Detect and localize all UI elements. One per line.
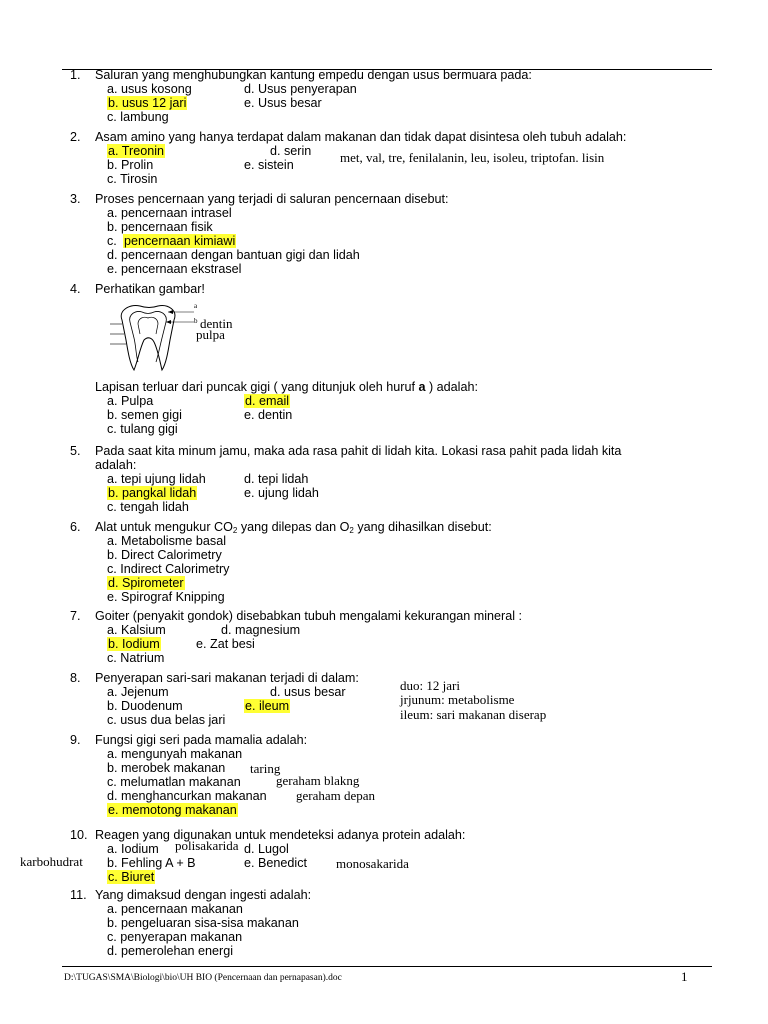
q10-note-polisakarida: polisakarida [175,838,239,853]
q6-text-mid: yang dilepas dan O [237,520,350,534]
q8-note-jejunum: jrjunum: metabolisme [400,692,515,707]
q11-option-b: b. pengeluaran sisa-sisa makanan [107,916,299,930]
q8-option-e-highlighted: e. ileum [245,699,290,713]
q5-number: 5. [70,444,81,458]
q5-option-d: d. tepi lidah [244,472,309,486]
q6-question [95,520,492,534]
tooth-label-a: a [194,302,198,310]
q8-note-duo: duo: 12 jari [400,678,460,693]
q9-option-e-highlighted: e. memotong makanan [108,803,237,817]
q7-option-c: c. Natrium [107,651,165,665]
q9-option-c: c. melumatlan makanan [107,775,241,789]
q1-question: Saluran yang menghubungkan kantung empedu dengan usus bermuara pada: [95,68,532,82]
q10-note-karbohudrat: karbohudrat [20,854,83,869]
q2-option-e: e. sistein [244,158,294,172]
q7-number: 7. [70,609,81,623]
q2-number: 2. [70,130,81,144]
q3-number: 3. [70,192,81,206]
tooth-diagram [108,300,198,375]
footer-rule [62,966,712,967]
q1-option-b-highlighted: b. usus 12 jari [108,96,187,110]
q5-question: Pada saat kita minum jamu, maka ada rasa pahit di lidah kita. Lokasi rasa pahit pada lidah kita [95,444,622,458]
q7-option-b-highlighted: b. Iodium [108,637,160,651]
q9-option-d: d. menghancurkan makanan [107,789,267,803]
q8-option-c: c. usus dua belas jari [107,713,226,727]
q4-stem [95,380,478,394]
q4-option-e: e. dentin [244,408,293,422]
q9-note-taring: taring [250,761,281,776]
q11-option-a: a. pencernaan makanan [107,902,243,916]
q9-option-a: a. mengunyah makanan [107,747,243,761]
q3-option-d: d. pencernaan dengan bantuan gigi dan lidah [107,248,360,262]
q1-number: 1. [70,68,81,82]
q1-option-d: d. Usus penyerapan [244,82,357,96]
q6-sub-o2: 2 [349,526,354,535]
q4-stem-bold: a [418,380,426,394]
q3-option-c-highlighted: pencernaan kimiawi [124,234,236,248]
q2-handwritten-note: met, val, tre, fenilalanin, leu, isoleu, triptofan. lisin [340,150,605,165]
q3-option-b: b. pencernaan fisik [107,220,213,234]
q5-question-line2: adalah: [95,458,137,472]
q9-note-geraham-blakng: geraham blakng [276,773,360,788]
q6-text-post: yang dihasilkan disebut: [353,520,492,534]
q5-option-e: e. ujung lidah [244,486,319,500]
q2-option-c: c. Tirosin [107,172,158,186]
q4-note-pulpa: pulpa [196,327,225,342]
q8-option-a: a. Jejenum [107,685,169,699]
q2-question: Asam amino yang hanya terdapat dalam makanan dan tidak dapat disintesa oleh tubuh adalah: [95,130,627,144]
q10-question: Reagen yang digunakan untuk mendeteksi adanya protein adalah: [95,828,466,842]
q4-question: Perhatikan gambar! [95,282,205,296]
q11-number: 11. [70,888,87,902]
q4-stem-post: ) adalah: [425,380,478,394]
q2-option-a-highlighted: a. Treonin [108,144,165,158]
q6-text-pre: Alat untuk mengukur CO [95,520,233,534]
q7-option-d: d. magnesium [221,623,301,637]
q9-number: 9. [70,733,81,747]
q1-option-c: c. lambung [107,110,169,124]
q5-option-a: a. tepi ujung lidah [107,472,206,486]
q6-number: 6. [70,520,81,534]
page-number: 1 [681,969,688,984]
q10-note-monosakarida: monosakarida [336,856,409,871]
q4-option-b: b. semen gigi [107,408,182,422]
q8-note-ileum: ileum: sari makanan diserap [400,707,547,722]
q5-option-b-highlighted: b. pangkal lidah [108,486,197,500]
q9-note-geraham-depan: geraham depan [296,788,376,803]
q6-option-a: a. Metabolisme basal [107,534,227,548]
q4-number: 4. [70,282,81,296]
q4-option-a: a. Pulpa [107,394,154,408]
q2-option-b: b. Prolin [107,158,154,172]
q3-question: Proses pencernaan yang terjadi di saluran pencernaan disebut: [95,192,449,206]
q1-option-e: e. Usus besar [244,96,322,110]
q6-option-d-highlighted: d. Spirometer [108,576,184,590]
q11-option-d: d. pemerolehan energi [107,944,234,958]
q7-option-e: e. Zat besi [196,637,255,651]
q8-option-d: d. usus besar [270,685,346,699]
q5-option-c: c. tengah lidah [107,500,189,514]
q4-option-c: c. tulang gigi [107,422,178,436]
q10-option-d: d. Lugol [244,842,289,856]
q4-note-dentin: dentin [200,316,233,331]
q8-option-b: b. Duodenum [107,699,183,713]
q8-question: Penyerapan sari-sari makanan terjadi di dalam: [95,671,359,685]
q2-option-d: d. serin [270,144,312,158]
q3-option-c-prefix: c. [107,234,117,248]
q10-option-a: a. Iodium [107,842,159,856]
q1-option-a: a. usus kosong [107,82,192,96]
q4-stem-pre: Lapisan terluar dari puncak gigi ( yang ditunjuk oleh huruf [95,380,419,394]
q10-option-c-highlighted: c. Biuret [108,870,155,884]
q8-number: 8. [70,671,81,685]
q6-option-c: c. Indirect Calorimetry [107,562,230,576]
q10-number: 10. [70,828,88,842]
q9-question: Fungsi gigi seri pada mamalia adalah: [95,733,308,747]
q9-option-b: b. merobek makanan [107,761,226,775]
q7-question: Goiter (penyakit gondok) disebabkan tubuh mengalami kekurangan mineral : [95,609,523,623]
q4-option-d-highlighted: d. email [245,394,290,408]
q10-option-b: b. Fehling A + B [107,856,196,870]
q10-option-e: e. Benedict [244,856,308,870]
q6-sub-co2: 2 [232,526,238,535]
q7-option-a: a. Kalsium [107,623,166,637]
tooth-label-b: b [194,317,198,325]
q3-option-a: a. pencernaan intrasel [107,206,232,220]
footer-file-path: D:\TUGAS\SMA\Biologi\bio\UH BIO (Pencernaan dan pernapasan).doc [64,973,342,983]
q11-question: Yang dimaksud dengan ingesti adalah: [95,888,312,902]
q11-option-c: c. penyerapan makanan [107,930,243,944]
q3-option-e: e. pencernaan ekstrasel [107,262,242,276]
q6-option-b: b. Direct Calorimetry [107,548,222,562]
q6-option-e: e. Spirograf Knipping [107,590,225,604]
